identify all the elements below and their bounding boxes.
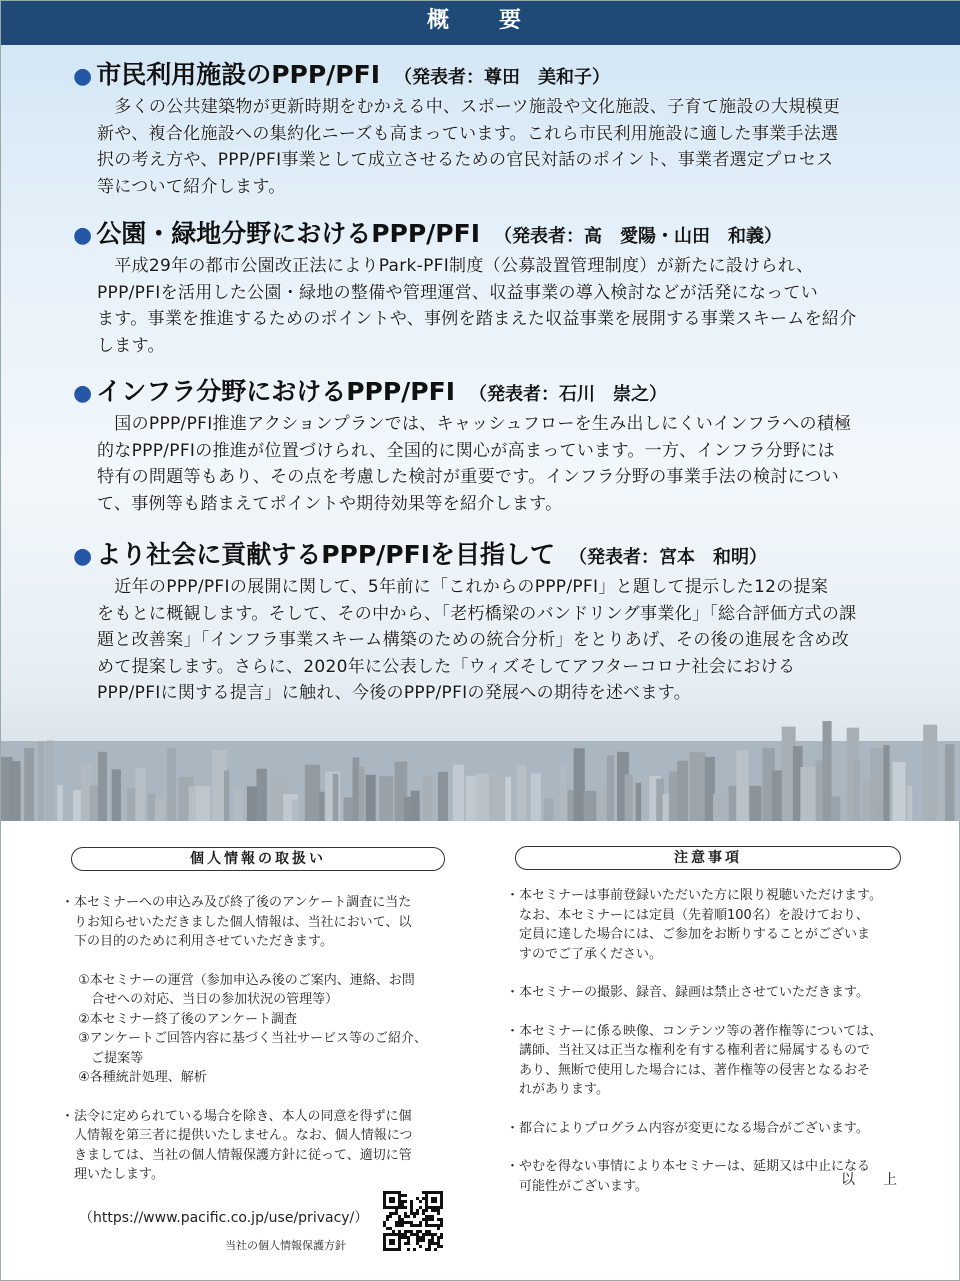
page-header	[1, 1, 960, 45]
bullet-icon: ●	[73, 223, 93, 248]
building	[669, 771, 677, 821]
bullet-icon: ●	[73, 64, 93, 89]
note-line: なお、本セミナーには定員（先着順100名）を設けており、	[506, 907, 869, 923]
body-line: ます。事業を推進するためのポイントや、事例を踏まえた収益事業を展開する事業スキームを紹介	[97, 309, 857, 329]
building	[148, 794, 156, 821]
section-title: より社会に貢献するPPP/PFIを目指して	[96, 540, 556, 569]
building	[366, 775, 376, 821]
building	[353, 758, 360, 821]
section-body	[97, 574, 873, 707]
building	[736, 750, 748, 821]
body-line: 題と改善案」「インフラ事業スキーム構築のための統合分析」をとりあげ、その後の進展を含め改	[97, 630, 850, 650]
section-heading	[73, 59, 873, 94]
building	[560, 765, 567, 821]
section-title: 市民利用施設のPPP/PFI	[96, 60, 381, 89]
building	[517, 765, 527, 821]
building	[135, 768, 145, 821]
section-body	[97, 94, 873, 200]
building	[234, 789, 244, 821]
body-line: PPP/PFIを活用した公園・緑地の整備や管理運営、収益事業の導入検討などが活発になってい	[97, 282, 819, 303]
presenter: （発表者：高 愛陽・山田 和義）	[494, 226, 783, 247]
privacy-title: 個人情報の取扱い	[190, 851, 326, 867]
section-heading	[73, 376, 873, 411]
header-title: 概 要	[426, 8, 535, 33]
building	[574, 748, 585, 821]
building	[438, 772, 448, 821]
qr-code-icon[interactable]	[383, 1191, 443, 1251]
note-line: きましては、当社の個人情報保護方針に従って、適切に管	[61, 1147, 412, 1163]
note-line: ②本セミナー終了後のアンケート調査	[61, 1011, 298, 1027]
building	[257, 769, 267, 821]
building	[292, 800, 299, 821]
building	[24, 748, 34, 821]
section-heading	[73, 539, 873, 574]
building	[531, 773, 541, 821]
note-line: 下の目的のために利用させていただきます。	[61, 934, 333, 949]
body-line: 平成29年の都市公園改正法によりPark-PFI制度（公募設置管理制度）が新たに設けられ、	[97, 256, 814, 276]
note-line: れがあります。	[506, 1082, 609, 1097]
note-line: ・本セミナーに係る映像、コンテンツ等の著作権等については、	[506, 1023, 883, 1039]
building	[411, 791, 420, 821]
note-line: ・やむを得ない事情により本セミナーは、延期又は中止になる	[506, 1159, 871, 1174]
note-line: ・都合によりプログラム内容が変更になる場合がございます。	[506, 1120, 869, 1136]
notes-heading	[515, 846, 901, 870]
note-line: 可能性がございます。	[506, 1178, 648, 1194]
note-line: ・本セミナーの撮影、録音、録画は禁止させていただきます。	[506, 985, 869, 1000]
section-title: 公園・緑地分野におけるPPP/PFI	[96, 219, 481, 248]
privacy-heading	[71, 847, 445, 871]
building	[607, 755, 614, 821]
note-line: ・本セミナーへの申込み及び終了後のアンケート調査に当た	[61, 895, 412, 910]
section-title: インフラ分野におけるPPP/PFI	[96, 377, 456, 406]
building	[112, 769, 121, 821]
body-line: 特有の問題等もあり、その点を考慮した検討が重要です。インフラ分野の事業手法の検討につい	[97, 467, 840, 487]
body-line: をもとに概観します。そして、その中から、「老朽橋梁のバンドリング事業化」「総合評価方式の課	[97, 603, 857, 624]
privacy-text	[61, 893, 427, 1185]
building	[800, 767, 816, 821]
building	[892, 762, 905, 821]
bullet-icon: ●	[73, 381, 93, 406]
building	[636, 783, 641, 821]
building	[344, 797, 353, 821]
body-line: 択の考え方や、PPP/PFI事業として成立させるための官民対話のポイント、事業者選定プロセス	[97, 150, 834, 170]
note-line	[506, 1100, 882, 1119]
presenter: （発表者：宮本 和明）	[569, 547, 768, 568]
building	[476, 774, 489, 821]
building	[677, 761, 688, 821]
building	[167, 748, 176, 821]
note-line: 理いたします。	[61, 1167, 164, 1182]
section-body	[97, 411, 873, 517]
note-line: ③アンケートご回答内容に基づく当社サービス等のご紹介、	[61, 1031, 428, 1046]
building	[9, 761, 20, 821]
note-line	[61, 952, 427, 971]
building	[155, 798, 165, 821]
note-line: ・本セミナーは事前登録いただいた方に限り視聴いただけます。	[506, 888, 882, 903]
building	[359, 767, 365, 821]
note-line	[61, 1088, 427, 1107]
building	[945, 744, 954, 821]
building	[379, 776, 393, 821]
closing-text: 以 上	[841, 1172, 897, 1188]
body-line: します。	[97, 335, 165, 356]
notes-title: 注意事項	[674, 850, 742, 866]
building	[38, 742, 44, 821]
building	[625, 774, 633, 821]
building	[98, 752, 107, 821]
building	[713, 794, 727, 821]
overview-section	[73, 218, 873, 359]
note-line: ご提案等	[61, 1050, 144, 1066]
body-line: 国のPPP/PFI推進アクションプランでは、キャッシュフローを生み出しにくいインフラへの積極	[97, 414, 852, 434]
building	[196, 786, 210, 821]
qr-caption: 当社の個人情報保護方針	[225, 1239, 346, 1252]
note-line: りお知らせいただきました個人情報は、当社において、以	[61, 914, 412, 930]
building	[224, 771, 229, 821]
building	[923, 725, 937, 821]
note-line: ・法令に定められている場合を除き、本人の同意を得ずに個	[61, 1108, 412, 1124]
body-line: めて提案します。さらに、2020年に公表した「ウィズそしてアフターコロナ社会における	[97, 656, 796, 677]
overview-section	[73, 376, 873, 517]
presenter: （発表者：石川 崇之）	[469, 384, 668, 405]
body-line: 新や、複合化施設への集約化ニーズも高まっています。これら市民利用施設に適した事業手法選	[97, 123, 839, 144]
body-line: 近年のPPP/PFIの展開に関して、5年前に「これからのPPP/PFI」と題して提示した12の提案	[97, 577, 829, 597]
note-line	[506, 1138, 882, 1157]
section-body	[97, 253, 873, 359]
note-line	[506, 964, 882, 983]
section-heading	[73, 218, 873, 253]
building	[305, 765, 320, 821]
body-line: 多くの公共建築物が更新時期をむかえる中、スポーツ施設や文化施設、子育て施設の大規模更	[97, 97, 841, 117]
body-line: PPP/PFIに関する提言」に触れ、今後のPPP/PFIの発展への期待を述べます。	[97, 683, 692, 703]
note-line: あり、無断で使用した場合には、著作権等の侵害となるおそ	[506, 1062, 871, 1078]
building	[584, 791, 597, 821]
note-line: 定員に達した場合には、ご参加をお断りすることがございま	[506, 927, 871, 942]
note-line: ①本セミナーの運営（参加申込み後のご案内、連絡、お問	[61, 972, 415, 988]
note-line: 合せへの対応、当日の参加状況の管理等）	[61, 992, 339, 1007]
building	[749, 786, 761, 821]
note-line	[506, 1003, 882, 1022]
building	[831, 796, 840, 821]
bullet-icon: ●	[73, 544, 93, 569]
note-line: すのでご了承ください。	[506, 946, 663, 962]
building	[453, 765, 464, 821]
note-line: 講師、当社又は正当な権利を有する権利者に帰属するもので	[506, 1043, 871, 1058]
building	[883, 745, 889, 821]
building	[689, 752, 705, 821]
building	[319, 792, 324, 821]
overview-section	[73, 59, 873, 200]
presenter: （発表者：尊田 美和子）	[394, 67, 611, 88]
building	[544, 798, 553, 821]
building	[423, 777, 433, 821]
building	[57, 785, 63, 821]
body-line: て、事例等も踏まえてポイントや期待効果等を紹介します。	[97, 493, 563, 514]
building	[189, 786, 197, 821]
note-line: ④各種統計処理、解析	[61, 1070, 207, 1085]
building	[46, 741, 53, 821]
building	[853, 759, 860, 821]
building	[505, 777, 511, 821]
body-line: 等について紹介します。	[97, 176, 286, 197]
privacy-url[interactable]: （https://www.pacific.co.jp/use/privacy/）	[79, 1210, 369, 1226]
overview-section	[73, 539, 873, 707]
note-line: 人情報を第三者に提供いたしません。なお、個人情報につ	[61, 1128, 413, 1143]
building	[907, 786, 912, 821]
building	[333, 774, 339, 821]
body-line: 的なPPP/PFIの推進が位置づけられ、全国的に関心が高まっています。一方、インフラ分野には	[97, 440, 835, 461]
building	[822, 721, 831, 821]
notes-text	[506, 886, 882, 1196]
